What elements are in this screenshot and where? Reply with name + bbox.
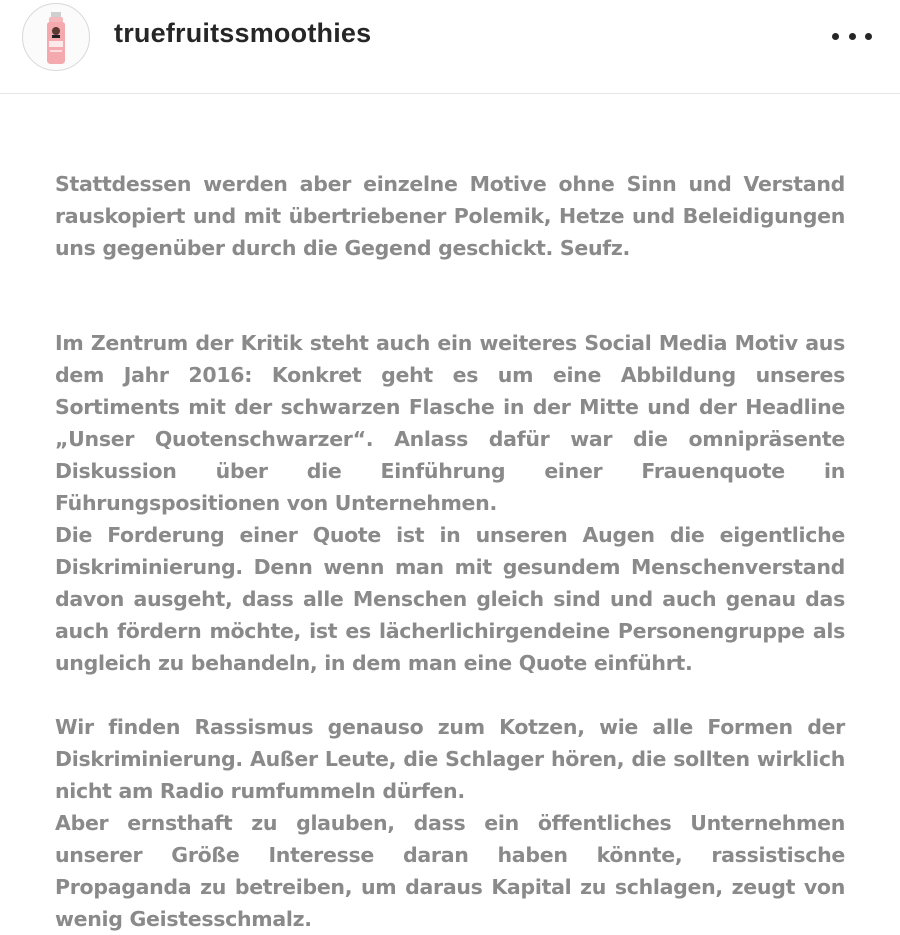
caption-paragraph: Die Forderung einer Quote ist in unseren Augen die eigentliche Diskriminierung. Denn wenn man mit gesundem Menschenverstand davon ausgeht, dass alle Menschen gleich sind und auch genau das auch fördern möchte, ist es lächerlichirgendeine Personengruppe als ungleich zu behandeln, in dem man eine Quote einführt. bbox=[55, 523, 845, 675]
caption-paragraph: Im Zentrum der Kritik steht auch ein weiteres Social Media Motiv aus dem Jahr 2016: Konkret geht es um eine Abbildung unseres Sortiments mit der schwarzen Flasche in der Mitte und der Headline „Unser Quotenschwarzer“. Anlass dafür war die omnipräsente Diskussion über die Einführung einer Frauenquote in Führungspositionen von Unternehmen. bbox=[55, 331, 845, 515]
caption-paragraph: Stattdessen werden aber einzelne Motive ohne Sinn und Verstand rauskopiert und mit übertriebener Polemik, Hetze und Beleidigungen uns gegenüber durch die Gegend geschickt. Seufz. bbox=[55, 172, 845, 260]
avatar[interactable] bbox=[22, 3, 90, 71]
more-options-icon[interactable] bbox=[830, 22, 874, 50]
username[interactable]: truefruitssmoothies bbox=[114, 18, 372, 48]
post-header bbox=[0, 0, 900, 94]
caption-paragraph: Aber ernsthaft zu glauben, dass ein öffentliches Unternehmen unserer Größe Interesse daran haben könnte, rassistische Propaganda zu betreiben, um daraus Kapital zu schlagen, zeugt von wenig Geistesschmalz. bbox=[55, 811, 845, 931]
caption-paragraph: Wir finden Rassismus genauso zum Kotzen, wie alle Formen der Diskriminierung. Außer Leute, die Schlager hören, die sollten wirklich nicht am Radio rumfummeln dürfen. bbox=[55, 715, 845, 803]
post-caption bbox=[55, 168, 845, 935]
smoothie-bottle-icon bbox=[23, 4, 89, 70]
